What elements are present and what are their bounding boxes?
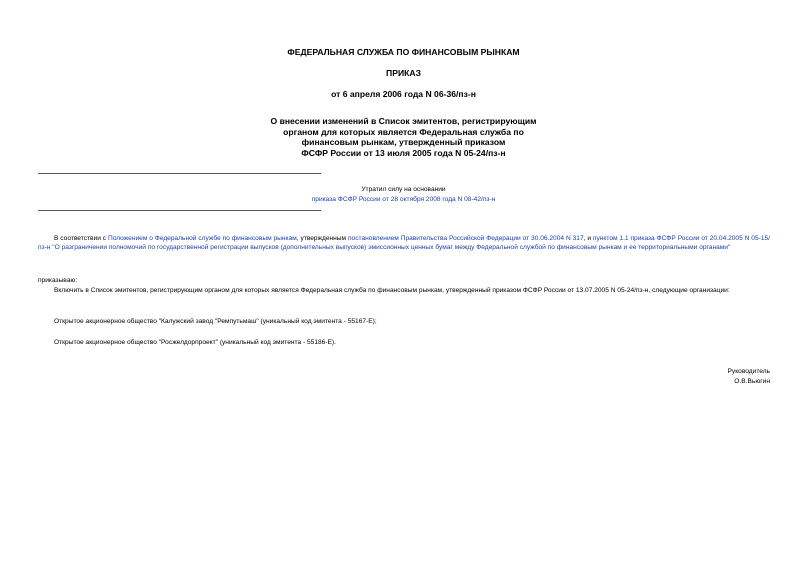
organization-item: Открытое акционерное общество "Росжелдорпроект" (уникальный код эмитента - 55186-E). — [54, 339, 336, 346]
fsfr-order-link[interactable]: пунктом 1.1 приказа ФСФР России от 20.04.2005 N 05-15/пз-н "О разграничении полномочий по государственной регистрации выпусков (дополнительных выпусков) эмиссионных ценных бумаг между Федеральной службой по финансовым рынкам и ее территориальными органами" — [38, 235, 771, 252]
status-note: Утратил силу на основании — [361, 186, 446, 193]
divider-top — [38, 173, 321, 174]
order-word: приказываю: — [38, 277, 78, 284]
subject-line: ФСФР России от 13 июля 2005 года N 05-24/пз-н — [301, 147, 506, 158]
order-paragraph: Включить в Список эмитентов, регистрирующим органом для которых является Федеральная служба по финансовым рынкам, утвержденный приказом ФСФР России от 13.07.2005 N 05-24/пз-н, следующие организации: — [54, 287, 730, 294]
divider-bottom — [38, 210, 321, 211]
preamble-paragraph — [38, 234, 770, 252]
signature-title: Руководитель — [727, 368, 770, 375]
status-link-row — [0, 195, 807, 204]
preamble-text: В соответствии с — [54, 235, 108, 242]
agency-title: ФЕДЕРАЛЬНАЯ СЛУЖБА ПО ФИНАНСОВЫМ РЫНКАМ — [287, 47, 520, 57]
subject-line: финансовым рынкам, утвержденный приказом — [301, 137, 506, 147]
subject-line: О внесении изменений в Список эмитентов, регистрирующим — [270, 116, 537, 126]
government-decree-link[interactable]: постановлением Правительства Российской Федерации от 30.06.2004 N 317 — [347, 235, 584, 242]
preamble-text: , и — [583, 235, 593, 242]
regulation-link[interactable]: Положением о Федеральной службе по финансовым рынкам — [107, 235, 297, 242]
preamble-text: , утвержденным — [296, 235, 348, 242]
signature-name: О.В.Вьюгин — [734, 378, 770, 385]
document-type: ПРИКАЗ — [386, 68, 421, 78]
repeal-order-link[interactable]: приказа ФСФР России от 28 октября 2008 года N 08-42/пз-н — [311, 196, 496, 203]
organization-item: Открытое акционерное общество "Калужский завод "Ремпутьмаш" (уникальный код эмитента - 55167-E); — [54, 318, 377, 325]
signature-block — [728, 367, 770, 387]
document-date-number: от 6 апреля 2006 года N 06-36/пз-н — [331, 89, 476, 99]
subject-line: органом для которых является Федеральная служба по — [283, 126, 524, 137]
document-subject — [0, 116, 807, 158]
